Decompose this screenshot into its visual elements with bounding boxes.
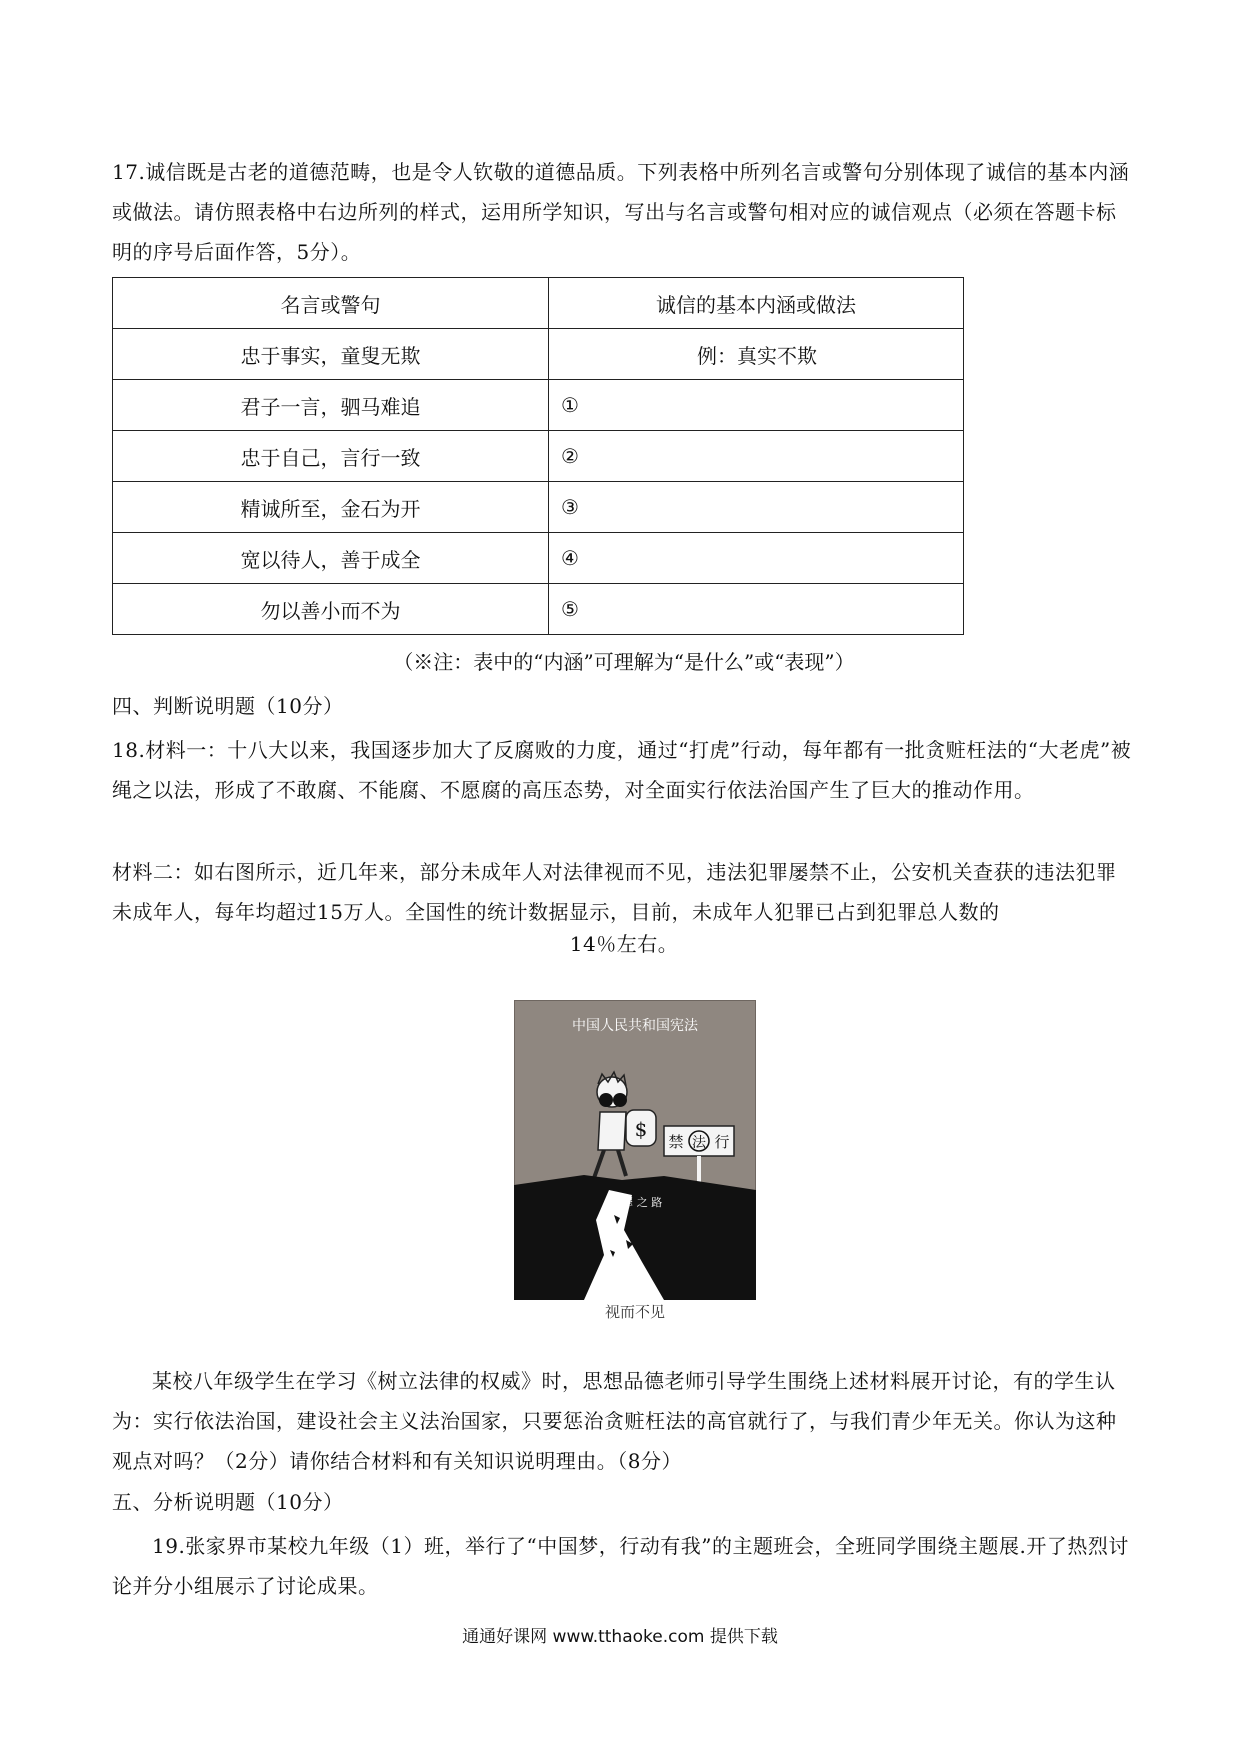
maxim-cell: 精诚所至，金石为开: [113, 482, 549, 533]
maxim-cell: 君子一言，驷马难追: [113, 380, 549, 431]
table-row: [113, 431, 964, 482]
cartoon-illustration: [514, 1000, 756, 1300]
answer-cell: ②: [549, 431, 964, 482]
table-row: [113, 584, 964, 635]
table-row: [113, 482, 964, 533]
cartoon-figure: [514, 1000, 756, 1300]
table-row: [113, 380, 964, 431]
question-19: 19.张家界市某校九年级（1）班，举行了“中国梦，行动有我”的主题班会，全班同学围绕主题展.开了热烈讨论并分小组展示了讨论成果。: [112, 1534, 1129, 1598]
maxim-cell: 宽以待人，善于成全: [113, 533, 549, 584]
section-5-title: 五、分析说明题（10分）: [112, 1490, 344, 1514]
page-footer: 通通好课网 www.tthaoke.com 提供下载: [462, 1627, 778, 1647]
book-title: 中国人民共和国宪法: [572, 1018, 698, 1034]
question-17: 17.诚信既是古老的道德范畴，也是令人钦敬的道德品质。下列表格中所列名言或警句分别体现了诚信的基本内涵或做法。请仿照表格中右边所列的样式，运用所学知识，写出与名言或警句相对应的诚信观点（必须在答题卡标明的序号后面作答，5分）。: [112, 160, 1130, 264]
blindfold-right-icon: [613, 1093, 627, 1107]
maxim-cell: 忠于事实，童叟无欺: [113, 329, 549, 380]
maxim-cell: 忠于自己，言行一致: [113, 431, 549, 482]
answer-cell: ①: [549, 380, 964, 431]
maxim-cell: 勿以善小而不为: [113, 584, 549, 635]
table-header-row: [113, 278, 964, 329]
answer-cell: ③: [549, 482, 964, 533]
maxims-table: [112, 277, 964, 635]
answer-cell: 例：真实不欺: [549, 329, 964, 380]
path-label: 犯 罪 之 路: [607, 1196, 663, 1209]
blindfold-left-icon: [599, 1093, 613, 1107]
question-18-material-2: 材料二：如右图所示，近几年来，部分未成年人对法律视而不见，违法犯罪屡禁不止，公安机关查获的违法犯罪未成年人，每年均超过15万人。全国性的统计数据显示，目前，未成年人犯罪已占到犯罪总人数的: [112, 860, 1117, 924]
money-symbol: $: [634, 1117, 648, 1141]
question-18-material-1: 18.材料一：十八大以来，我国逐步加大了反腐败的力度，通过“打虎”行动，每年都有一批贪赃枉法的“大老虎”被绳之以法，形成了不敢腐、不能腐、不愿腐的高压态势，对全面实行依法治国产生了巨大的推动作用。: [112, 738, 1132, 802]
section-4-title: 四、判断说明题（10分）: [112, 694, 344, 718]
answer-cell: ⑤: [549, 584, 964, 635]
sign-char-1: 禁: [668, 1133, 684, 1151]
answer-cell: ④: [549, 533, 964, 584]
figure-caption: 视而不见: [604, 1303, 665, 1321]
sign-char-2: 法: [692, 1135, 706, 1151]
question-18-material-2-end: 14％左右。: [569, 932, 679, 956]
column-header-meaning: 诚信的基本内涵或做法: [549, 278, 964, 329]
column-header-maxim: 名言或警句: [113, 278, 549, 329]
question-18-prompt: 某校八年级学生在学习《树立法律的权威》时，思想品德老师引导学生围绕上述材料展开讨论，有的学生认为：实行依法治国，建设社会主义法治国家，只要惩治贪赃枉法的高官就行了，与我们青少年无关。你认为这种观点对吗？（2分）请你结合材料和有关知识说明理由。（8分）: [112, 1369, 1117, 1473]
table-row: [113, 329, 964, 380]
table-row: [113, 533, 964, 584]
sign-char-3: 行: [714, 1133, 730, 1151]
table-note: （※注：表中的“内涵”可理解为“是什么”或“表现”）: [393, 650, 855, 674]
